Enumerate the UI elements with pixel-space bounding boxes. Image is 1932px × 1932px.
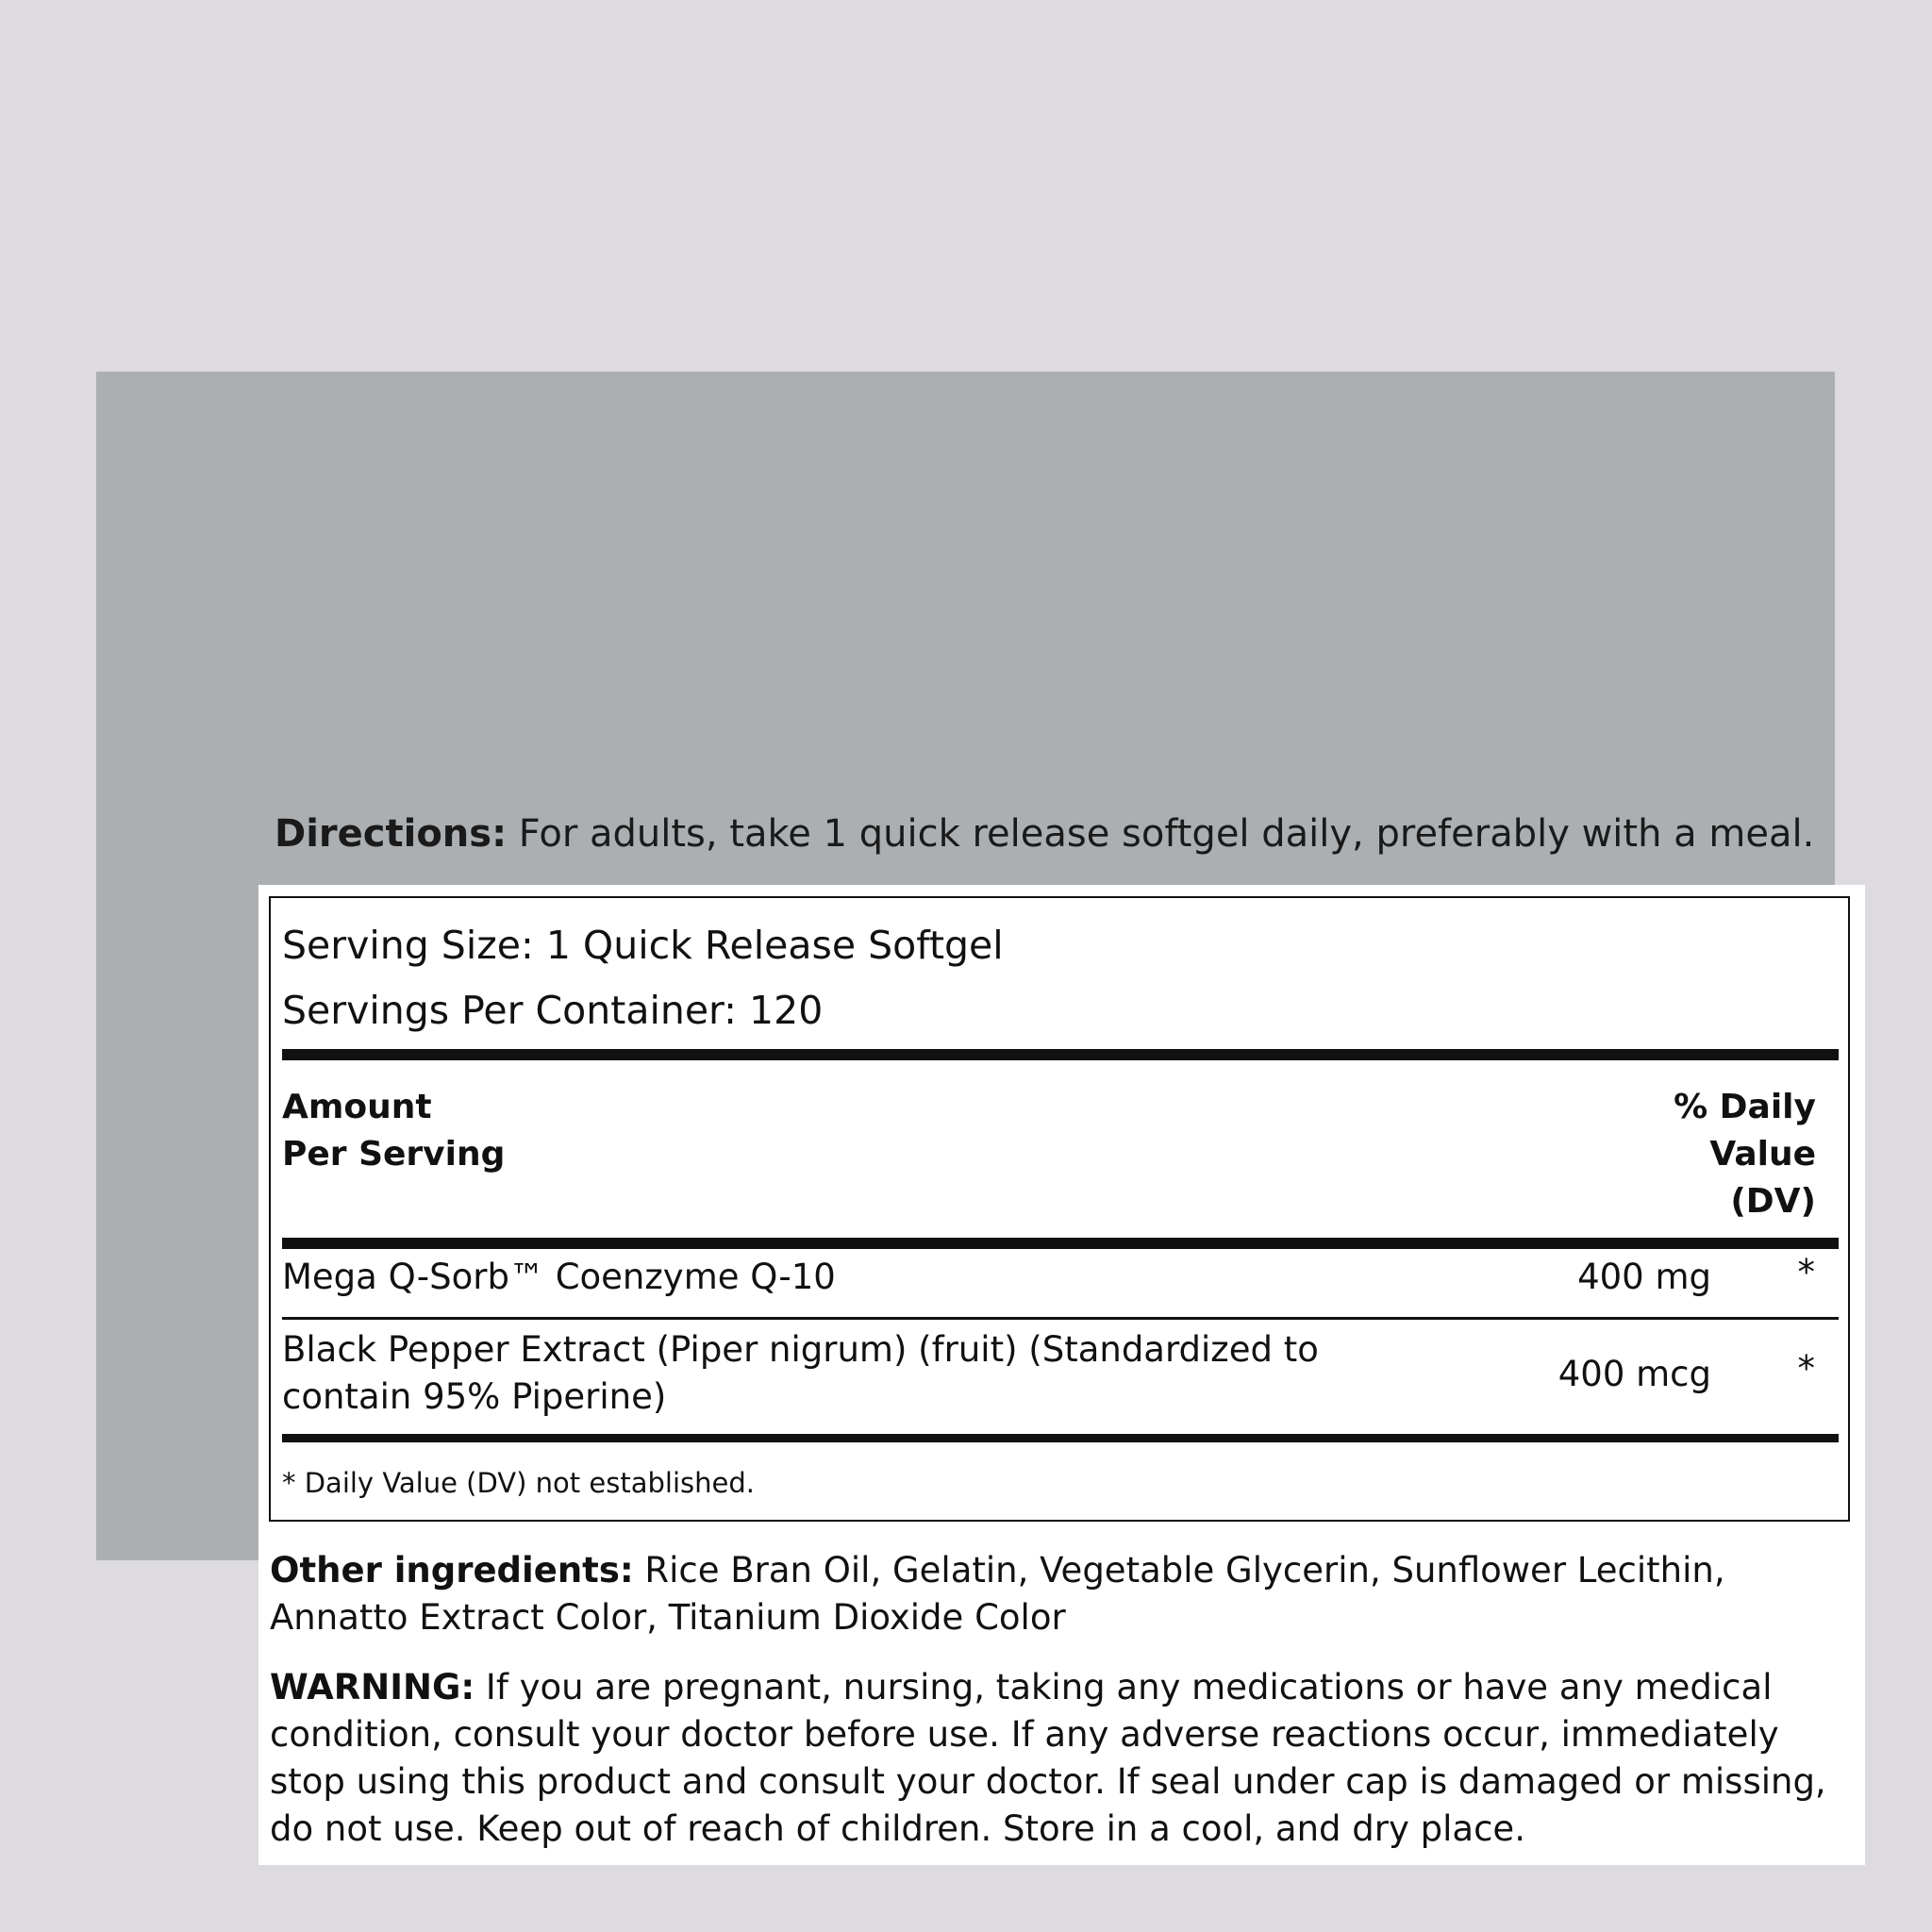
warning-body: If you are pregnant, nursing, taking any medications or have any medical condition, consult your doctor before use. If any adverse reactions occur, immediately stop using this product and consult your doctor. If seal under cap is damaged or missing, do not use. Keep out of reach of children. Store in a cool, and dry place. [270,1667,1826,1849]
thick-divider [282,1049,1839,1060]
directions-text [275,808,1897,860]
thick-divider [282,1238,1839,1249]
serving-size: Serving Size: 1 Quick Release Softgel [282,923,1004,968]
dv-footnote: * Daily Value (DV) not established. [282,1467,755,1499]
label-panel [96,372,1835,1849]
thin-divider [282,1317,1839,1320]
warning-text [270,1664,1850,1853]
header-daily-value [1674,1084,1816,1225]
ingredient-dv: * [1797,1252,1815,1292]
ingredient-amount: 400 mcg [1557,1354,1711,1394]
supplement-facts-table [269,896,1850,1522]
header-dv-line2: Value [1709,1135,1816,1174]
servings-per-container: Servings Per Container: 120 [282,988,824,1033]
warning-label: WARNING: [270,1667,475,1707]
header-amount: Amount [282,1088,432,1126]
directions-body: For adults, take 1 quick release softgel daily, preferably with a meal. [507,812,1815,856]
thick-divider [282,1434,1839,1442]
header-dv-line1: % Daily [1674,1088,1816,1126]
supplement-facts-card [258,885,1865,1865]
header-dv-line3: (DV) [1730,1182,1816,1221]
ingredient-dv: * [1797,1348,1815,1389]
ingredient-amount: 400 mg [1577,1257,1711,1297]
other-ingredients-label: Other ingredients: [270,1550,634,1591]
directions-label: Directions: [275,812,508,856]
other-ingredients-body: Rice Bran Oil, Gelatin, Vegetable Glycerin, Sunflower Lecithin, Annatto Extract Color, Titanium Dioxide Color [270,1550,1725,1638]
header-per-serving: Per Serving [282,1135,506,1174]
other-ingredients [270,1547,1836,1641]
ingredient-name: Black Pepper Extract (Piper nigrum) (fruit) (Standardized to contain 95% Piperine) [282,1329,1319,1417]
ingredient-name: Mega Q-Sorb™ Coenzyme Q-10 [282,1257,836,1297]
